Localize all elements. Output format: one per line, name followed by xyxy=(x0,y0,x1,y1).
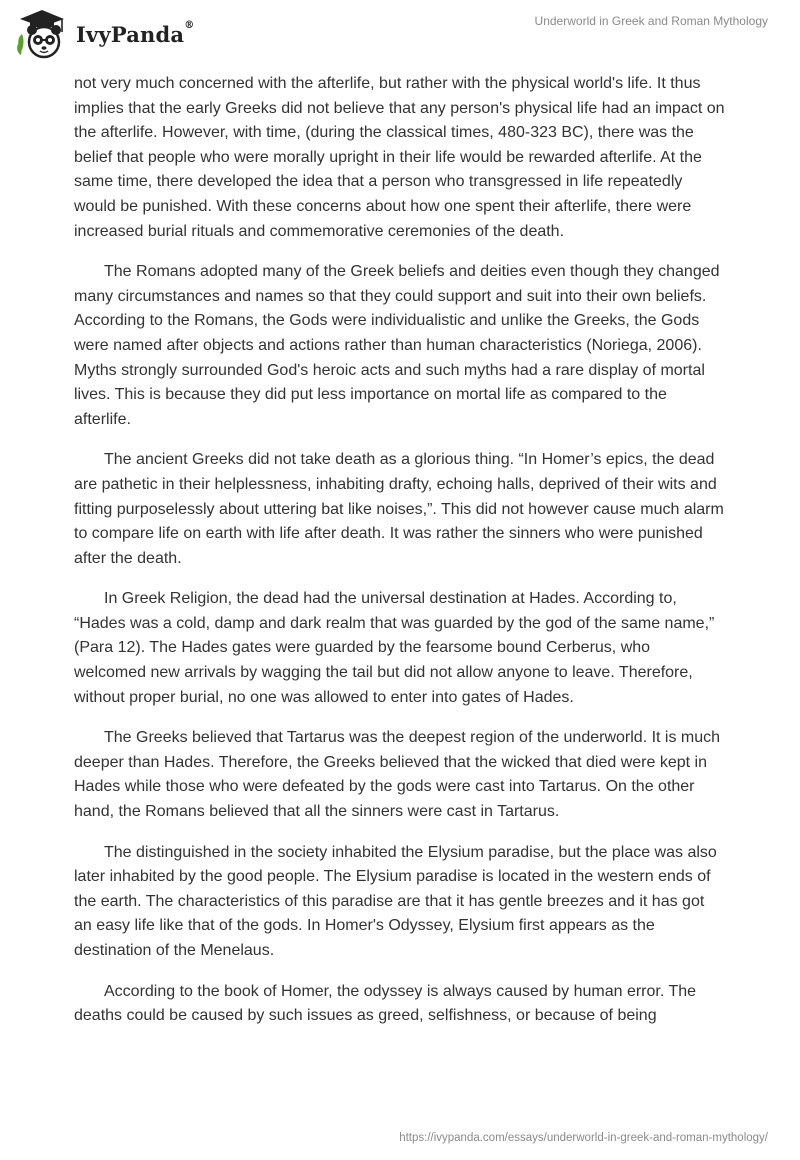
paragraph: The Greeks believed that Tartarus was the deepest region of the underworld. It is much deeper than Hades. Therefore, the Greeks believed that the wicked that died were kept in Hades while those who were defeated by the gods were cast into Tartarus. On the other hand, the Romans believed that all the sinners were cast in Tartarus. xyxy=(74,729,721,821)
ivypanda-logo[interactable] xyxy=(14,8,194,60)
essay-body xyxy=(74,72,726,1045)
paragraph: The distinguished in the society inhabited the Elysium paradise, but the place was also later inhabited by the good people. The Elysium paradise is located in the western ends of the earth. The characteristics of this paradise are that it has gentle breezes and it has got an easy life like that of the gods. In Homer's Odyssey, Elysium first appears as the destination of the Menelaus. xyxy=(74,843,717,959)
paragraph: According to the book of Homer, the odyssey is always caused by human error. The deaths could be caused by such issues as greed, selfishness, or because of being xyxy=(74,982,697,1025)
panda-logo-icon xyxy=(14,8,70,60)
paragraph: The ancient Greeks did not take death as a glorious thing. “In Homer’s epics, the dead are pathetic in their helplessness, inhabiting drafty, echoing halls, deprived of their wits and fitting purposelessly about uttering bat like noises,”. This did not however cause much alarm to compare life on earth with life after death. It was rather the sinners who were punished after the death. xyxy=(74,451,724,567)
document-title: Underworld in Greek and Roman Mythology xyxy=(534,14,768,28)
paragraph-continued: not very much concerned with the afterlife, but rather with the physical world's life. It thus implies that the early Greeks did not believe that any person's physical life had an impact on the afterlife. However, with time, (during the classical times, 480-323 BC), there was the belief that people who were morally upright in their life would be rewarded afterlife. At the same time, there developed the idea that a person who transgressed in life repeatedly would be punished. With these concerns about how one spent their afterlife, there were increased burial rituals and commemorative ceremonies of the death. xyxy=(74,75,725,240)
paragraph: The Romans adopted many of the Greek beliefs and deities even though they changed many circumstances and names so that they could support and suit into their own beliefs. According to the Romans, the Gods were individualistic and unlike the Greeks, the Gods were named after objects and actions rather than human characteristics (Noriega, 2006). Myths strongly surrounded God's heroic acts and such myths had a rare display of mortal lives. This is because they did put less importance on mortal life as compared to the afterlife. xyxy=(74,263,720,428)
brand-name: IvyPanda® xyxy=(76,19,195,47)
page-header xyxy=(0,0,800,70)
source-url-link[interactable]: https://ivypanda.com/essays/underworld-in-greek-and-roman-mythology/ xyxy=(399,1132,768,1144)
paragraph: In Greek Religion, the dead had the universal destination at Hades. According to, “Hades was a cold, damp and dark realm that was guarded by the god of the same name,” (Para 12). The Hades gates were guarded by the fearsome bound Cerberus, who welcomed new arrivals by wagging the tail but did not allow anyone to leave. Therefore, without proper burial, no one was allowed to enter into gates of Hades. xyxy=(74,590,715,706)
